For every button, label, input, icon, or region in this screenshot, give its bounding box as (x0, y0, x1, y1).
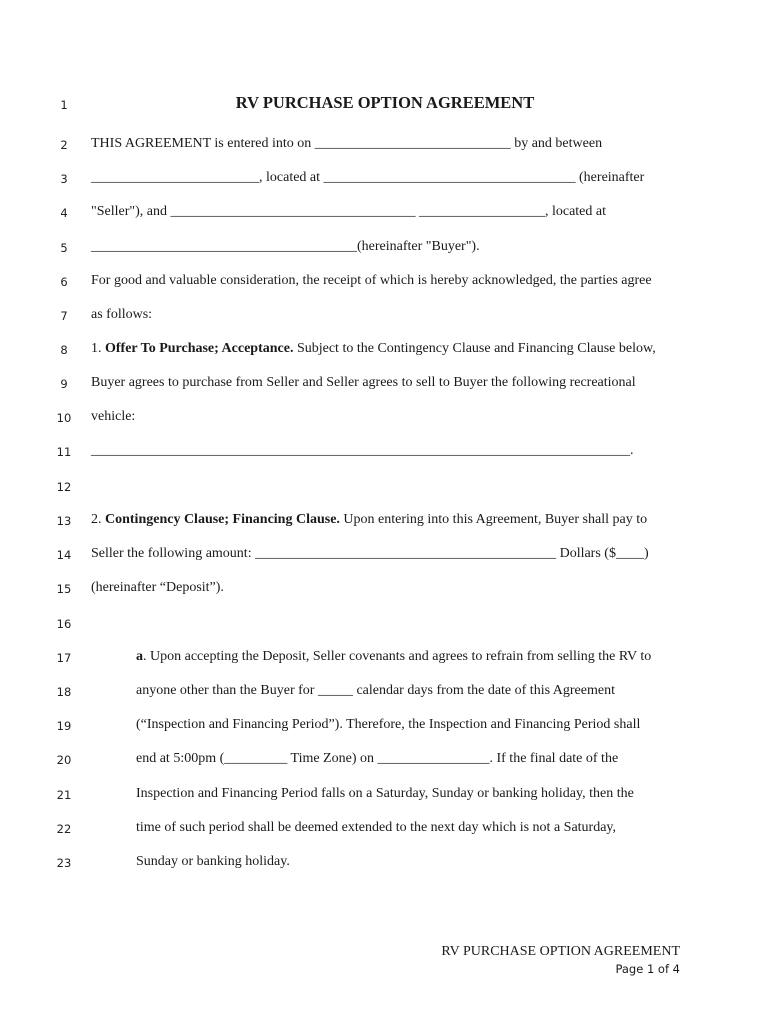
line-text: anyone other than the Buyer for _____ calendar days from the date of this Agreement (136, 683, 615, 698)
document-line (0, 307, 770, 327)
line-number: 2 (60, 138, 68, 152)
section-heading: Offer To Purchase; Acceptance. (105, 341, 294, 356)
document-line (0, 273, 770, 293)
document-line (0, 546, 770, 566)
line-text: THIS AGREEMENT is entered into on ____________________________ by and between (91, 136, 603, 151)
document-line (0, 443, 770, 463)
document-line (0, 375, 770, 395)
subsection-label: a (136, 649, 143, 664)
document-line (0, 786, 770, 806)
subsection-line (136, 649, 651, 665)
line-number: 10 (56, 411, 72, 425)
line-text: end at 5:00pm (_________ Time Zone) on ________________. If the final date of the (136, 751, 619, 766)
section-text: Upon entering into this Agreement, Buyer shall pay to (339, 512, 648, 527)
document-line (0, 683, 770, 703)
line-number: 7 (60, 309, 68, 323)
line-text: For good and valuable consideration, the receipt of which is hereby acknowledged, the parties agree (91, 273, 652, 288)
document-line (0, 341, 770, 361)
line-number: 14 (56, 548, 72, 562)
line-number: 15 (56, 582, 72, 596)
footer-title: RV PURCHASE OPTION AGREEMENT (441, 944, 680, 959)
document-line (0, 615, 770, 635)
line-number: 13 (56, 514, 72, 528)
line-text: time of such period shall be deemed extended to the next day which is not a Saturday, (136, 820, 617, 835)
line-number: 18 (56, 685, 72, 699)
line-number: 21 (56, 788, 72, 802)
document-line (0, 136, 770, 156)
document-title: RV PURCHASE OPTION AGREEMENT (235, 93, 535, 112)
line-number: 5 (60, 241, 68, 255)
document-line (0, 170, 770, 190)
section-number: 1. (91, 341, 105, 356)
line-text: Buyer agrees to purchase from Seller and Seller agrees to sell to Buyer the following recreational (91, 375, 636, 390)
line-number: 20 (56, 753, 72, 767)
subsection-text: . Upon accepting the Deposit, Seller covenants and agrees to refrain from selling the RV to (143, 649, 652, 664)
document-line (0, 204, 770, 224)
document-line (0, 820, 770, 840)
section-text: Subject to the Contingency Clause and Financing Clause below, (293, 341, 656, 356)
line-text: Seller the following amount: ___________________________________________ Dollars ($____) (91, 546, 649, 561)
document-line (0, 751, 770, 771)
line-text: "Seller"), and ___________________________________ __________________, located at (91, 204, 606, 219)
section-heading: Contingency Clause; Financing Clause. (105, 512, 340, 527)
section-heading-line (91, 341, 656, 357)
line-number: 11 (56, 445, 72, 459)
line-number: 16 (56, 617, 72, 631)
document-line (0, 717, 770, 737)
line-text: Sunday or banking holiday. (136, 854, 290, 869)
document-line (0, 239, 770, 259)
line-text: ______________________________________(hereinafter "Buyer"). (91, 239, 480, 254)
document-line (0, 580, 770, 600)
document-line (0, 93, 770, 116)
line-text: _____________________________________________________________________________. (91, 443, 634, 458)
line-number: 12 (56, 480, 72, 494)
line-text: Inspection and Financing Period falls on a Saturday, Sunday or banking holiday, then the (136, 786, 634, 801)
line-number: 9 (60, 377, 68, 391)
document-line (0, 512, 770, 532)
document-line (0, 478, 770, 498)
line-number: 23 (56, 856, 72, 870)
line-number: 19 (56, 719, 72, 733)
line-number: 22 (56, 822, 72, 836)
line-text: vehicle: (91, 409, 136, 424)
section-number: 2. (91, 512, 105, 527)
line-number: 3 (60, 172, 68, 186)
line-number: 17 (56, 651, 72, 665)
section-heading-line (91, 512, 647, 528)
document-line (0, 649, 770, 669)
line-text: (hereinafter “Deposit”). (91, 580, 224, 595)
document-line (0, 409, 770, 429)
line-text: as follows: (91, 307, 153, 322)
line-number: 4 (60, 206, 68, 220)
document-line (0, 854, 770, 874)
line-text: ________________________, located at ____________________________________ (hereinafter (91, 170, 645, 185)
line-number: 6 (60, 275, 68, 289)
line-number: 1 (60, 98, 68, 112)
line-number: 8 (60, 343, 68, 357)
line-text: (“Inspection and Financing Period”). Therefore, the Inspection and Financing Period shall (136, 717, 641, 732)
page-number: Page 1 of 4 (615, 962, 680, 976)
